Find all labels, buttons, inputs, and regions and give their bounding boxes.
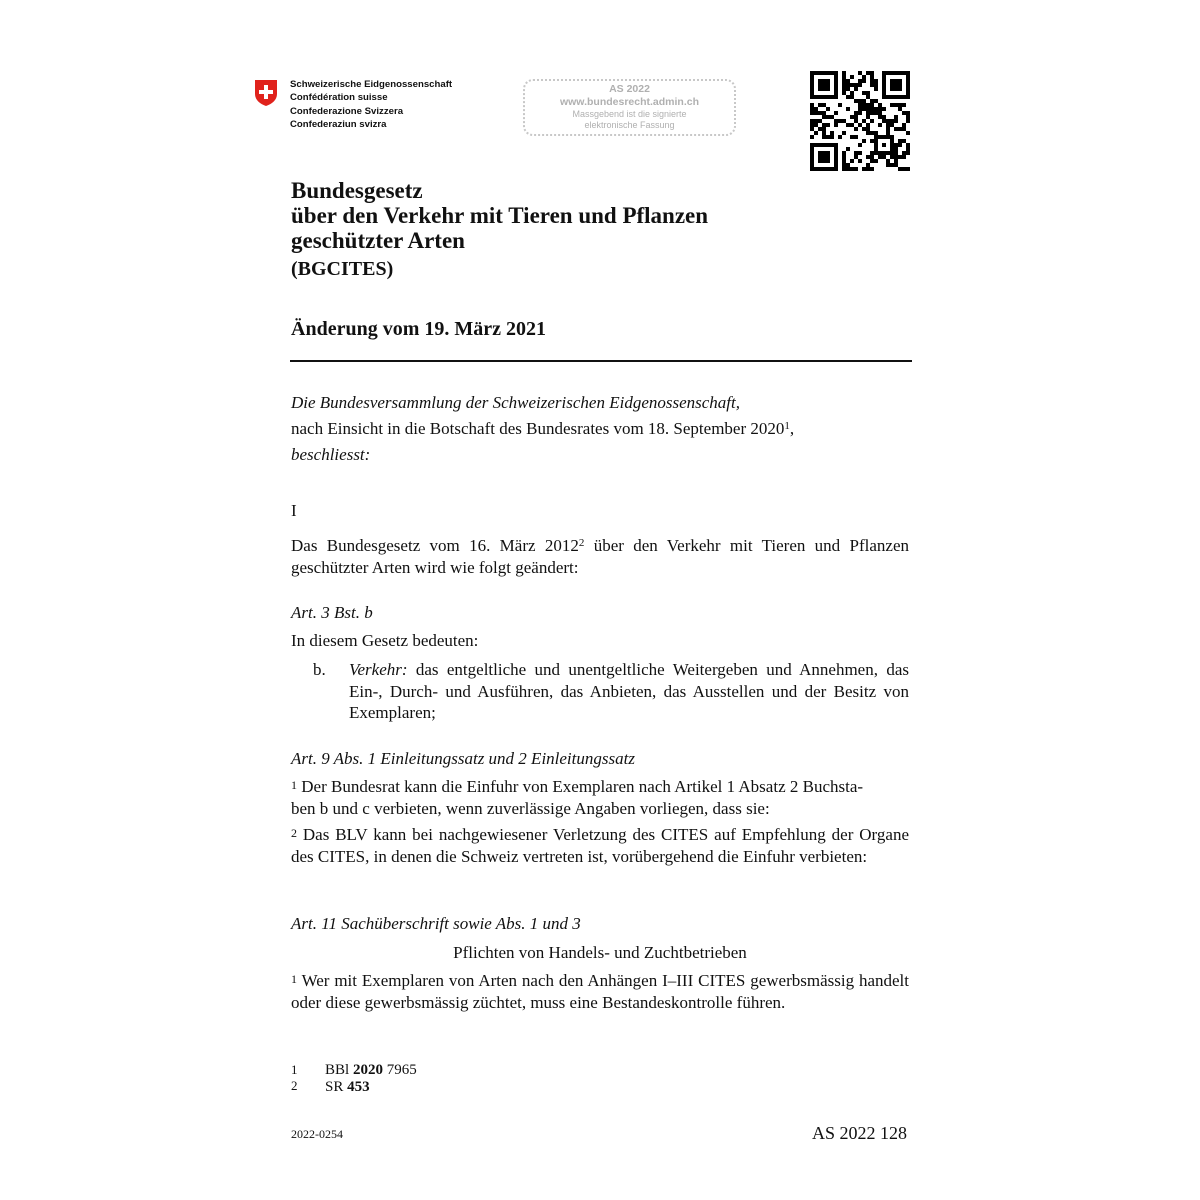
footnote-2-text bbox=[325, 1079, 370, 1096]
art3-lead: In diesem Gesetz bedeuten: bbox=[291, 631, 479, 650]
art11-heading: Art. 11 Sachüberschrift sowie Abs. 1 und 3 bbox=[291, 914, 581, 933]
art9-heading: Art. 9 Abs. 1 Einleitungssatz und 2 Einleitungssatz bbox=[291, 749, 635, 768]
law-title bbox=[291, 178, 708, 253]
art3-item-letter: b. bbox=[313, 660, 326, 679]
art11-p1-text: Wer mit Exemplaren von Arten nach den Anhängen I–III CITES gewerbsmässig handelt oder diese gewerbsmässig züchtet, muss eine Bestandeskontrolle führen. bbox=[291, 971, 909, 1012]
section-number: I bbox=[291, 501, 297, 520]
art3-item-term: Verkehr: bbox=[349, 660, 408, 679]
footnote-2-number-ref: 453 bbox=[347, 1079, 370, 1095]
art3-item-b bbox=[349, 659, 909, 724]
confederation-name-it: Confederazione Svizzera bbox=[290, 105, 404, 117]
footnote-2-source: SR bbox=[325, 1079, 348, 1095]
intro-text-1: Das Bundesgesetz vom 16. März 2012 bbox=[291, 536, 579, 555]
footnote-ref-1[interactable]: 1 bbox=[784, 420, 790, 432]
law-title-line-3: geschützter Arten bbox=[291, 228, 465, 253]
footnote-1-text bbox=[325, 1062, 417, 1079]
footnote-2-number: 2 bbox=[291, 1078, 298, 1093]
art9-p2-number: 2 bbox=[291, 826, 297, 840]
art11-p1-number: 1 bbox=[291, 972, 297, 986]
stamp-note-2: elektronische Fassung bbox=[584, 120, 675, 130]
confederation-name-fr: Confédération suisse bbox=[290, 92, 388, 104]
art9-paragraph-1 bbox=[291, 776, 863, 819]
footnote-1-source: BBl bbox=[325, 1062, 353, 1078]
art3-heading: Art. 3 Bst. b bbox=[291, 603, 373, 622]
footnote-1-year: 2020 bbox=[352, 1062, 383, 1078]
art9-p2-text: Das BLV kann bei nachgewiesener Verletzung des CITES auf Empfehlung der Organe des CITES, in denen die Schweiz vertreten ist, vorübergehend die Einfuhr verbieten: bbox=[291, 825, 909, 866]
stamp-url: www.bundesrecht.admin.ch bbox=[559, 96, 700, 108]
preamble-reference bbox=[291, 418, 794, 440]
preamble-enacting-body: Die Bundesversammlung der Schweizerischen Eidgenossenschaft, bbox=[291, 393, 740, 412]
preamble-decision: beschliesst: bbox=[291, 445, 371, 464]
qr-code-icon bbox=[810, 71, 910, 171]
art9-p1-line-2: ben b und c verbieten, wenn zuverlässige Angaben vorliegen, dass sie: bbox=[291, 798, 770, 818]
stamp-as-year: AS 2022 bbox=[609, 83, 650, 95]
law-title-line-1: Bundesgesetz bbox=[291, 178, 423, 203]
confederation-names bbox=[290, 78, 452, 131]
art9-paragraph-2 bbox=[291, 824, 909, 867]
confederation-name-rm: Confederaziun svizra bbox=[290, 118, 387, 130]
art11-title: Pflichten von Handels- und Zuchtbetrieben bbox=[453, 943, 747, 962]
art11-paragraph-1 bbox=[291, 970, 909, 1013]
amendment-date: Änderung vom 19. März 2021 bbox=[291, 318, 546, 340]
preamble-reference-end: , bbox=[789, 419, 795, 438]
art9-p1-line-1: Der Bundesrat kann die Einfuhr von Exemplaren nach Artikel 1 Absatz 2 Buchsta- bbox=[297, 777, 864, 796]
footnote-1-page: 7965 bbox=[382, 1062, 417, 1078]
title-divider bbox=[290, 360, 912, 362]
signature-stamp bbox=[523, 79, 736, 136]
law-title-line-2: über den Verkehr mit Tieren und Pflanzen bbox=[291, 203, 709, 228]
swiss-cross-icon bbox=[254, 79, 278, 107]
art9-p1-number: 1 bbox=[291, 778, 297, 792]
footnote-ref-2[interactable]: 2 bbox=[578, 537, 585, 549]
intro-paragraph bbox=[291, 535, 909, 578]
document-number: 2022-0254 bbox=[291, 1127, 343, 1141]
preamble-reference-text: nach Einsicht in die Botschaft des Bundesrates vom 18. September 2020 bbox=[291, 419, 785, 438]
law-abbreviation: (BGCITES) bbox=[291, 258, 394, 280]
art3-item-text: das entgeltliche und unentgeltliche Weitergeben und Annehmen, das Ein-, Durch- und Ausführen, das Anbieten, das Ausstellen und der Besitz von Exemplaren; bbox=[349, 660, 909, 722]
stamp-note-1: Massgebend ist die signierte bbox=[572, 109, 687, 119]
intro-text-2: über den Verkehr mit Tieren und Pflanzen geschützter Arten wird wie folgt geändert: bbox=[291, 536, 909, 577]
as-reference: AS 2022 128 bbox=[812, 1123, 908, 1143]
footnote-1-number: 1 bbox=[291, 1062, 298, 1077]
confederation-name-de: Schweizerische Eidgenossenschaft bbox=[290, 79, 453, 90]
